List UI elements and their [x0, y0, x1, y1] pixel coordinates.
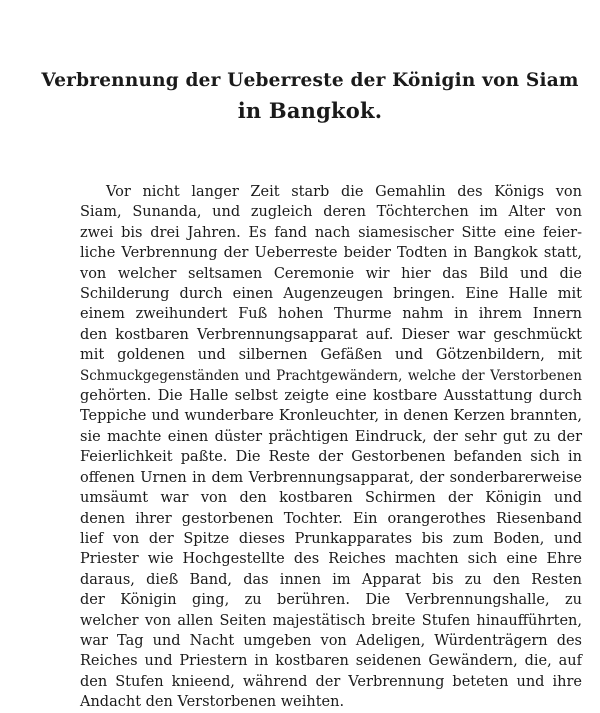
- body-line: den kostbaren Verbrennungsapparat auf. Dieser war geschmückt: [80, 326, 582, 343]
- body-line: Schmuckgegenständen und Prachtgewändern, welche der Verstorbenen: [80, 367, 582, 384]
- article-body: [80, 182, 582, 713]
- body-line: Andacht den Verstorbenen weihten.: [80, 694, 345, 711]
- body-line: denen ihrer gestorbenen Tochter. Ein orangerothes Riesenband: [80, 510, 582, 527]
- body-line: gehörten. Die Halle selbst zeigte eine kostbare Ausstattung durch: [80, 388, 582, 405]
- body-line: mit goldenen und silbernen Gefäßen und Götzenbildern, mit: [80, 347, 582, 364]
- body-line: sie machte einen düster prächtigen Eindruck, der sehr gut zu der: [80, 428, 582, 445]
- body-line: einem zweihundert Fuß hohen Thurme nahm in ihrem Innern: [80, 306, 582, 323]
- body-line: lief von der Spitze dieses Prunkapparates bis zum Boden, und: [80, 530, 582, 547]
- body-line: zwei bis drei Jahren. Es fand nach siamesischer Sitte eine feier-: [80, 224, 582, 241]
- title-line-1: Verbrennung der Ueberreste der Königin von Siam: [41, 70, 579, 91]
- body-line: Feierlichkeit paßte. Die Reste der Gestorbenen befanden sich in: [80, 449, 582, 466]
- body-line: offenen Urnen in dem Verbrennungsapparat, der sonderbarerweise: [80, 469, 582, 486]
- body-line: Reiches und Priestern in kostbaren seidenen Gewändern, die, auf: [80, 653, 582, 670]
- body-line: Teppiche und wunderbare Kronleuchter, in denen Kerzen brannten,: [80, 408, 582, 425]
- body-line: Vor nicht langer Zeit starb die Gemahlin des Königs von: [106, 184, 582, 200]
- body-line: welcher von allen Seiten majestätisch breite Stufen hinaufführten,: [80, 612, 582, 629]
- body-line: war Tag und Nacht umgeben von Adeligen, Würdenträgern des: [80, 632, 582, 649]
- body-line: von welcher seltsamen Ceremonie wir hier das Bild und die: [80, 265, 582, 282]
- body-line: daraus, dieß Band, das innen im Apparat bis zu den Resten: [80, 571, 582, 588]
- body-line: den Stufen knieend, während der Verbrennung beteten und ihre: [80, 673, 582, 690]
- body-line: umsäumt war von den kostbaren Schirmen der Königin und: [80, 490, 582, 507]
- article-title: [40, 66, 580, 126]
- title-line-2: in Bangkok.: [237, 98, 383, 123]
- body-line: Schilderung durch einen Augenzeugen bringen. Eine Halle mit: [80, 286, 582, 303]
- body-line: Siam, Sunanda, und zugleich deren Töchterchen im Alter von: [80, 204, 582, 221]
- body-line: Priester wie Hochgestellte des Reiches machten sich eine Ehre: [80, 551, 582, 568]
- body-line: der Königin ging, zu berühren. Die Verbrennungshalle, zu: [80, 592, 582, 609]
- body-line: liche Verbrennung der Ueberreste beider Todten in Bangkok statt,: [80, 245, 582, 262]
